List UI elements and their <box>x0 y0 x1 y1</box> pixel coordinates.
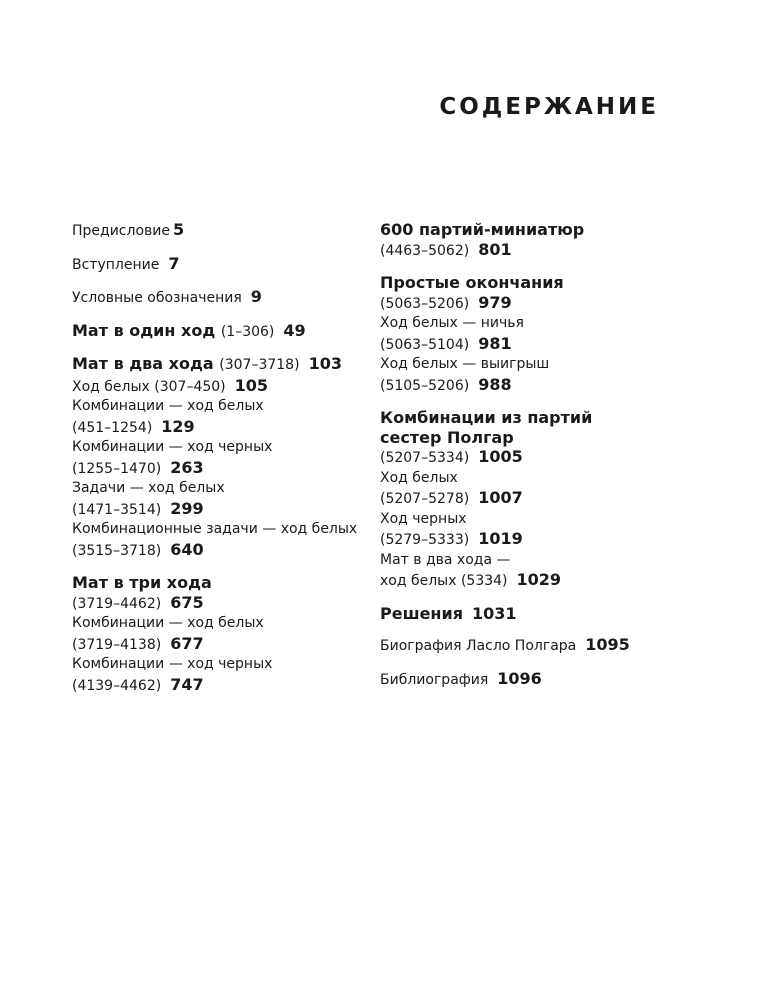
section-range: (5207–5334) <box>380 450 470 466</box>
entry-page: 1019 <box>478 529 523 548</box>
section-range: (307–3718) <box>219 357 300 373</box>
subentry-label: Задачи — ход белых <box>72 480 225 496</box>
entry-page: 981 <box>478 333 512 353</box>
subentry-label: Мат в два хода — <box>380 551 511 568</box>
subentry-label: Комбинации — ход белых <box>72 615 264 631</box>
entry-page: 675 <box>170 592 204 612</box>
toc-left-column <box>72 220 357 708</box>
entry-page: 801 <box>478 239 512 259</box>
toc-subentry[interactable] <box>72 520 357 561</box>
subentry-label: Комбинационные задачи — ход белых <box>72 521 358 537</box>
toc-subentry[interactable] <box>72 376 357 398</box>
entry-page: 640 <box>170 539 204 559</box>
subentry-range: (451–1254) <box>72 419 153 436</box>
subentry-range: (4139–4462) <box>72 677 162 694</box>
toc-subentry[interactable] <box>380 551 680 592</box>
toc-entry-intro[interactable] <box>72 254 357 276</box>
subentry-label: Комбинации — ход белых <box>72 398 264 414</box>
section-label: 600 партий-миниатюр <box>380 220 585 239</box>
subentry-label: Ход белых — выигрыш <box>380 356 550 372</box>
toc-subentry[interactable] <box>72 438 357 479</box>
subentry-range: (1255–1470) <box>72 460 162 477</box>
section-label: сестер Полгар <box>380 427 514 447</box>
toc-entry-bibliography[interactable] <box>380 669 680 691</box>
entry-label: Предисловие <box>72 223 170 239</box>
toc-entry-solutions[interactable] <box>380 604 680 624</box>
section-label: Мат в два хода <box>72 354 214 373</box>
subentry-range: (5279–5333) <box>380 532 470 548</box>
toc-subentry[interactable] <box>72 614 357 655</box>
section-range: (4463–5062) <box>380 242 470 259</box>
toc-subentry[interactable] <box>380 469 680 510</box>
entry-page: 7 <box>168 253 180 273</box>
subentry-label: Ход белых (307–450) <box>72 378 226 395</box>
entry-page: 1031 <box>471 603 517 623</box>
section-label: Мат в три хода <box>72 573 212 592</box>
subentry-range: (5105–5206) <box>380 377 470 394</box>
toc-section-mate2 <box>72 354 357 561</box>
entry-label: Библиография <box>380 671 489 688</box>
entry-page: 9 <box>250 287 262 306</box>
subentry-range: (3515–3718) <box>72 542 162 559</box>
entry-label: Вступление <box>72 256 160 273</box>
page-title: СОДЕРЖАНИЕ <box>439 94 659 120</box>
entry-page: 103 <box>308 354 342 373</box>
entry-page: 49 <box>283 320 306 340</box>
section-range: (1–306) <box>220 323 275 340</box>
entry-page: 105 <box>234 375 269 395</box>
entry-label: Биография Ласло Полгара <box>380 638 577 654</box>
subentry-range: (3719–4138) <box>72 636 162 653</box>
toc-entry-mate2[interactable] <box>72 354 357 376</box>
entry-page: 1095 <box>585 635 630 654</box>
entry-page: 1007 <box>478 488 523 507</box>
entry-page: 988 <box>478 374 512 394</box>
section-range: (3719–4462) <box>72 595 162 612</box>
toc-entry-biography[interactable] <box>380 635 680 657</box>
toc-entry-mate1[interactable] <box>72 321 357 343</box>
entry-page: 979 <box>478 292 512 312</box>
toc-entry-mate3[interactable] <box>72 573 357 593</box>
subentry-label: Ход черных <box>380 510 467 527</box>
toc-right-column <box>380 220 680 702</box>
toc-subentry[interactable] <box>72 479 357 520</box>
section-label: Решения <box>380 603 463 623</box>
toc-subentry[interactable] <box>380 314 680 355</box>
section-label: Мат в один ход <box>72 320 216 340</box>
entry-page: 129 <box>161 416 195 436</box>
subentry-label: Ход белых <box>380 469 458 486</box>
toc-section-polgar <box>380 408 680 592</box>
toc-entry-polgar[interactable] <box>380 408 680 469</box>
section-range: (5063–5206) <box>380 295 470 312</box>
toc-section-endings <box>380 273 680 396</box>
subentry-range: ход белых (5334) <box>380 573 508 589</box>
section-label: Комбинации из партий <box>380 408 593 427</box>
toc-entry-endings[interactable] <box>380 273 680 314</box>
entry-page: 747 <box>170 674 204 694</box>
entry-label: Условные обозначения <box>72 290 242 306</box>
entry-page: 1096 <box>497 668 542 688</box>
subentry-label: Ход белых — ничья <box>380 315 524 331</box>
entry-page: 263 <box>170 457 204 477</box>
toc-subentry[interactable] <box>72 655 357 696</box>
toc-entry-miniatures[interactable] <box>380 220 680 261</box>
subentry-range: (5063–5104) <box>380 336 470 353</box>
entry-page: 5 <box>172 220 185 239</box>
subentry-label: Комбинации — ход черных <box>72 656 273 672</box>
toc-section-mate3 <box>72 573 357 696</box>
subentry-label: Комбинации — ход черных <box>72 439 273 455</box>
section-label: Простые окончания <box>380 273 564 292</box>
subentry-range: (1471–3514) <box>72 501 162 518</box>
toc-entry-notation[interactable] <box>72 287 357 309</box>
entry-page: 677 <box>170 633 204 653</box>
toc-entry-preface[interactable] <box>72 220 357 242</box>
entry-page: 1029 <box>516 570 562 589</box>
entry-page: 1005 <box>478 447 523 466</box>
toc-subentry[interactable] <box>380 355 680 396</box>
toc-subentry[interactable] <box>72 397 357 438</box>
entry-page: 299 <box>170 498 204 518</box>
subentry-range: (5207–5278) <box>380 491 470 507</box>
toc-subentry[interactable] <box>380 510 680 551</box>
